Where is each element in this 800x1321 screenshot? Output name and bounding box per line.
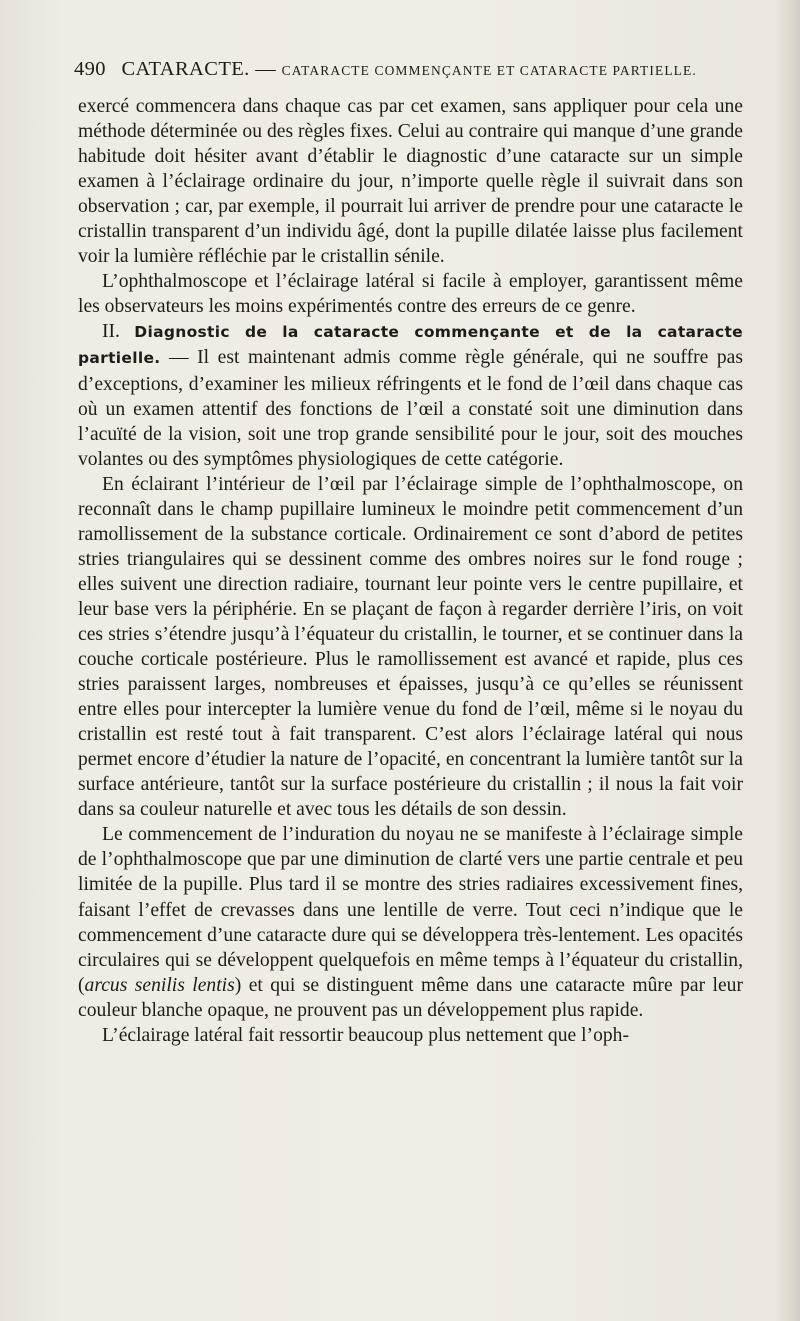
paragraph-4-text-b: ) et qui se distinguent même dans une cataracte mûre par leur couleur blanche opaque, ne prouvent pas un développement plus rapide. <box>78 974 743 1021</box>
section-paragraph <box>78 319 743 471</box>
section-numeral: II. <box>102 321 120 343</box>
latin-term: arcus senilis lentis <box>84 974 235 996</box>
paragraph-1: exercé commencera dans chaque cas par cet examen, sans appliquer pour cela une méthode déterminée ou des règles fixes. Celui au contraire qui manque d’une grande habitude doit hésiter avant d’établir le diagnostic d’une cataracte sur un simple examen à l’éclairage ordinaire du jour, n’importe quelle règle il suivrait dans son observation ; car, par exemple, il pourrait lui arriver de prendre pour une cataracte le cristallin transparent d’un individu âgé, dont la pupille dilatée laisse plus facilement voir la lumière réfléchie par le cristallin sénile. <box>78 96 743 268</box>
section-heading: Diagnostic de la cataracte commençante et de la cataracte partielle. <box>78 323 743 368</box>
page-number: 490 <box>74 58 106 80</box>
section-text: — Il est maintenant admis comme règle générale, qui ne souffre pas d’exceptions, d’examiner les milieux réfringents et le fond de l’œil dans chaque cas où un examen attentif des fonctions de l’œil a constaté soit une diminution dans l’acuïté de la vision, soit une trop grande sensibilité pour le jour, soit des mouches volantes ou des symptômes physiologiques de cette catégorie. <box>78 347 743 470</box>
paragraph-2: L’ophthalmoscope et l’éclairage latéral si facile à employer, garantissent même les observateurs les moins expérimentés contre des erreurs de ce genre. <box>78 271 743 318</box>
paragraph-4-text-a: Le commencement de l’induration du noyau ne se manifeste à l’éclairage simple de l’ophthalmoscope que par une diminution de clarté vers une partie centrale et peu limitée de la pupille. Plus tard il se montre des stries radiaires excessivement fines, faisant l’effet de crevasses dans une lentille de verre. Tout ceci n’indique que le commencement d’une cataracte dure qui se développera très-lentement. Les opacités circulaires qui se développent quelquefois en même temps à l’équateur du cristallin, ( <box>78 824 743 996</box>
page-edge-shadow <box>776 0 800 1321</box>
paragraph-3: En éclairant l’intérieur de l’œil par l’éclairage simple de l’ophthalmoscope, on reconnaît dans le champ pupillaire lumineux le moindre petit commencement d’un ramollissement de la substance corticale. Ordinairement ce sont d’abord de petites stries triangulaires qui se dessinent comme des ombres noires sur le fond rouge ; elles suivent une direction radiaire, tournant leur pointe vers le centre pupillaire, et leur base vers la périphérie. En se plaçant de façon à regarder derrière l’iris, on voit ces stries s’étendre jusqu’à l’équateur du cristallin, le tourner, et se continuer dans la couche corticale postérieure. Plus le ramollissement est avancé et rapide, plus ces stries paraissent larges, nombreuses et épaisses, jusqu’à ce qu’elles se réunissent entre elles pour intercepter la lumière venue du fond de l’œil, même si le noyau du cristallin est resté tout à fait transparent. C’est alors l’éclairage latéral qui nous permet encore d’étudier la nature de l’opacité, en concentrant la lumière tantôt sur la surface antérieure, tantôt sur la surface postérieure du cristallin ; il nous la fait voir dans sa couleur naturelle et avec tous les détails de son dessin. <box>78 473 743 821</box>
chapter-title: CATARACTE. <box>121 58 250 80</box>
paragraph-5: L’éclairage latéral fait ressortir beaucoup plus nettement que l’oph- <box>102 1024 630 1046</box>
page-body <box>78 94 743 1048</box>
header-dash: — <box>255 58 277 80</box>
paragraph-4 <box>78 822 743 1022</box>
running-header <box>74 58 754 88</box>
running-title: CATARACTE COMMENÇANTE ET CATARACTE PARTIELLE. <box>281 63 697 78</box>
